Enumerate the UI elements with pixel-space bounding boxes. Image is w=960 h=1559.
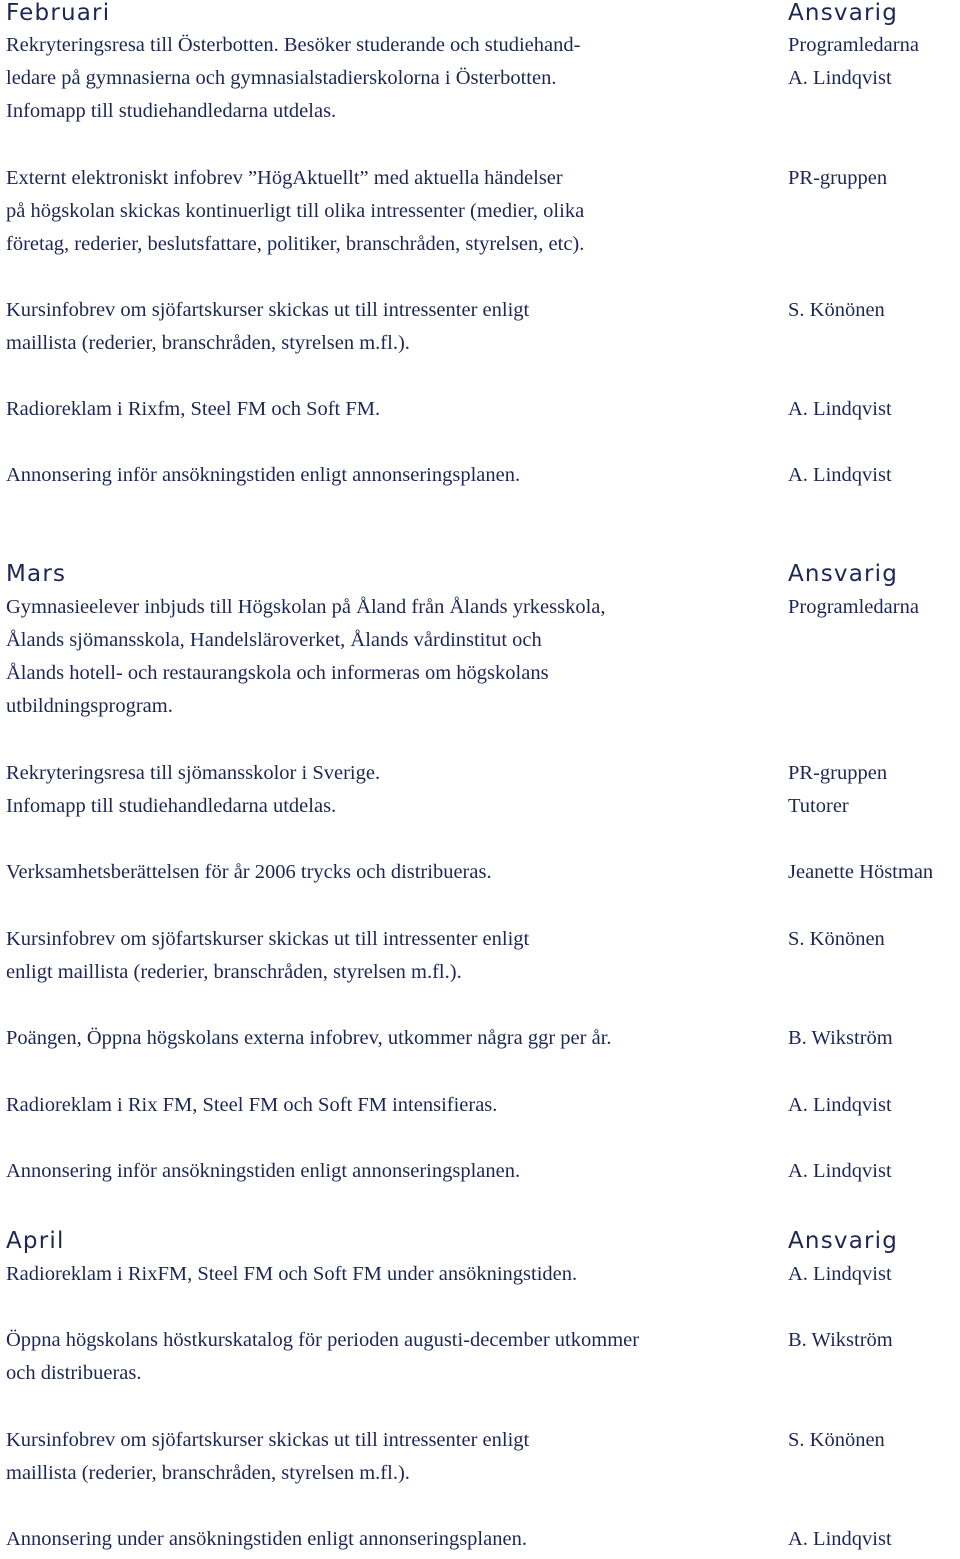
responsible-name: Jeanette Höstman — [788, 861, 934, 883]
entry-text-line: Ålands hotell- och restaurangskola och informeras om högskolans — [6, 662, 549, 684]
entry-text-line: Verksamhetsberättelsen för år 2006 trycks och distribueras. — [6, 861, 492, 883]
responsible-name: B. Wikström — [788, 1027, 893, 1049]
entry-text-line: Radioreklam i Rixfm, Steel FM och Soft FM. — [6, 398, 381, 420]
entry-text-line: Radioreklam i Rix FM, Steel FM och Soft FM intensifieras. — [6, 1094, 498, 1116]
entry-text-line: enligt maillista (rederier, branschråden, styrelsen m.fl.). — [6, 961, 462, 983]
responsible-name: A. Lindqvist — [788, 1094, 892, 1116]
responsible-name: A. Lindqvist — [788, 1160, 892, 1182]
section-header — [0, 561, 960, 591]
responsible-name: B. Wikström — [788, 1329, 893, 1351]
section-header — [0, 0, 960, 30]
entry-text-line: ledare på gymnasierna och gymnasialstadierskolorna i Österbotten. — [6, 67, 557, 89]
entry-text-line: och distribueras. — [6, 1362, 142, 1384]
responsible-name: Tutorer — [788, 795, 849, 817]
responsible-name: A. Lindqvist — [788, 1528, 892, 1550]
entry-text-line: Annonsering inför ansökningstiden enligt annonseringsplanen. — [6, 1160, 521, 1182]
entry-text-line: Externt elektroniskt infobrev ”HögAktuellt” med aktuella händelser — [6, 167, 563, 189]
entry-text-line: Radioreklam i RixFM, Steel FM och Soft FM under ansökningstiden. — [6, 1263, 578, 1285]
entry-text-line: på högskolan skickas kontinuerligt till olika intressenter (medier, olika — [6, 200, 585, 222]
responsible-name: S. Könönen — [788, 1429, 885, 1451]
entry-text-line: Rekryteringsresa till Österbotten. Besöker studerande och studiehand- — [6, 34, 581, 56]
entry-text-line: maillista (rederier, branschråden, styrelsen m.fl.). — [6, 1462, 410, 1484]
entry-text-line: Kursinfobrev om sjöfartskurser skickas ut till intressenter enligt — [6, 1429, 530, 1451]
entry-text-line: Rekryteringsresa till sjömansskolor i Sverige. — [6, 762, 381, 784]
month-heading: Mars — [6, 561, 67, 587]
entry-text-line: utbildningsprogram. — [6, 695, 173, 717]
responsible-heading: Ansvarig — [788, 561, 899, 587]
entry-text-line: Annonsering under ansökningstiden enligt annonseringsplanen. — [6, 1528, 527, 1550]
month-heading: Februari — [6, 0, 111, 26]
entry-text-line: maillista (rederier, branschråden, styrelsen m.fl.). — [6, 332, 410, 354]
entry-text-line: företag, rederier, beslutsfattare, politiker, branschråden, styrelsen, etc). — [6, 233, 585, 255]
responsible-name: Programledarna — [788, 34, 919, 56]
section-mars — [0, 561, 960, 1182]
entry-text-line: Gymnasieelever inbjuds till Högskolan på Åland från Ålands yrkesskola, — [6, 596, 606, 618]
responsible-name: A. Lindqvist — [788, 464, 892, 486]
responsible-heading: Ansvarig — [788, 1228, 899, 1254]
responsible-name: S. Könönen — [788, 928, 885, 950]
responsible-name: A. Lindqvist — [788, 67, 892, 89]
entry-text-line: Poängen, Öppna högskolans externa infobrev, utkommer några ggr per år. — [6, 1027, 612, 1049]
responsible-name: PR-gruppen — [788, 167, 888, 189]
entry-text-line: Öppna högskolans höstkurskatalog för perioden augusti-december utkommer — [6, 1329, 640, 1351]
responsible-name: A. Lindqvist — [788, 1263, 892, 1285]
responsible-heading: Ansvarig — [788, 0, 899, 26]
responsible-name: PR-gruppen — [788, 762, 888, 784]
entry-text-line: Ålands sjömansskola, Handelsläroverket, Ålands vårdinstitut och — [6, 629, 542, 651]
month-heading: April — [6, 1228, 65, 1254]
section-header — [0, 1228, 960, 1258]
entry-text-line: Annonsering inför ansökningstiden enligt annonseringsplanen. — [6, 464, 521, 486]
entry-text-line: Infomapp till studiehandledarna utdelas. — [6, 795, 337, 817]
section-april — [0, 1228, 960, 1550]
responsible-name: Programledarna — [788, 596, 919, 618]
entry-text-line: Kursinfobrev om sjöfartskurser skickas ut till intressenter enligt — [6, 928, 530, 950]
section-februari — [0, 0, 960, 486]
responsible-name: A. Lindqvist — [788, 398, 892, 420]
entry-text-line: Infomapp till studiehandledarna utdelas. — [6, 100, 337, 122]
responsible-name: S. Könönen — [788, 299, 885, 321]
entry-text-line: Kursinfobrev om sjöfartskurser skickas ut till intressenter enligt — [6, 299, 530, 321]
